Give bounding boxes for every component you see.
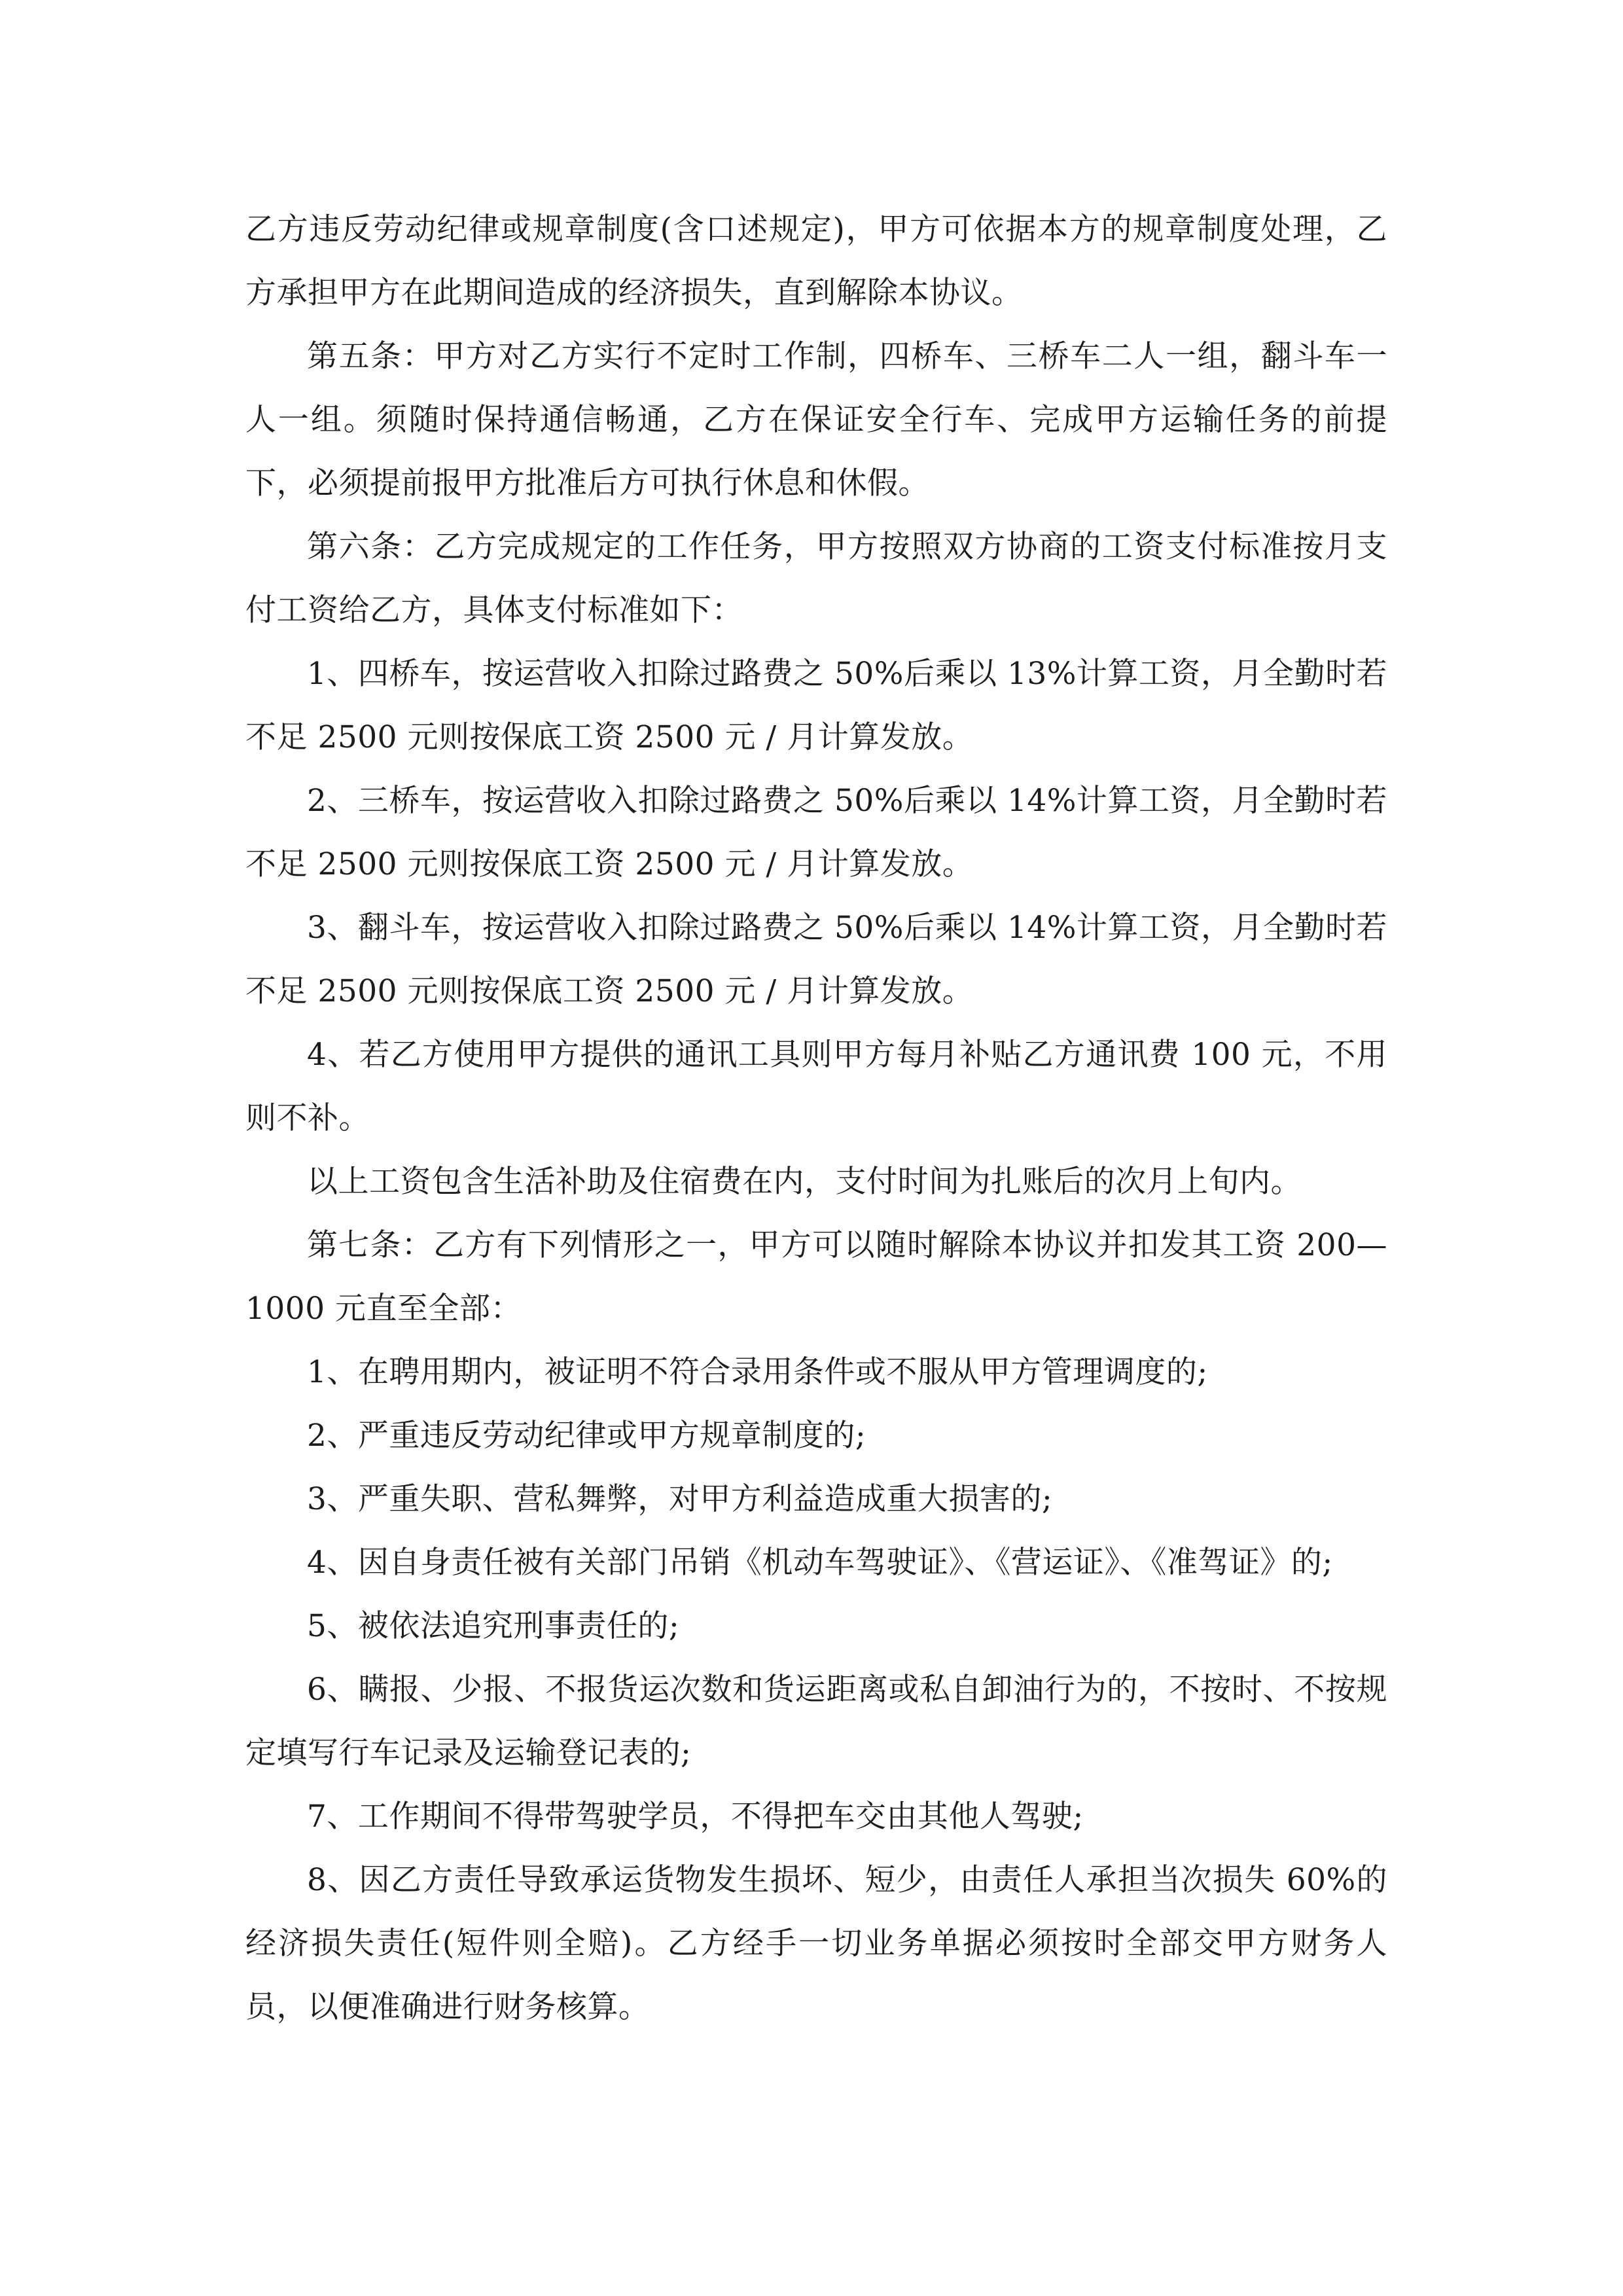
article-6-paragraph: 第六条：乙方完成规定的工作任务，甲方按照双方协商的工资支付标准按月支付工资给乙方，具体支付标准如下： xyxy=(245,529,1387,628)
article-7-item-1: 1、在聘用期内，被证明不符合录用条件或不服从甲方管理调度的; xyxy=(307,1354,1208,1390)
article-7-paragraph: 第七条：乙方有下列情形之一，甲方可以随时解除本协议并扣发其工资 200—1000 元直至全部： xyxy=(245,1227,1387,1327)
article-6-item-1: 1、四桥车，按运营收入扣除过路费之 50%后乘以 13%计算工资，月全勤时若不足 2500 元则按保底工资 2500 元 / 月计算发放。 xyxy=(245,656,1387,755)
article-6-item-2: 2、三桥车，按运营收入扣除过路费之 50%后乘以 14%计算工资，月全勤时若不足 2500 元则按保底工资 2500 元 / 月计算发放。 xyxy=(245,783,1387,882)
article-5-paragraph: 第五条：甲方对乙方实行不定时工作制，四桥车、三桥车二人一组，翻斗车一人一组。须随时保持通信畅通，乙方在保证安全行车、完成甲方运输任务的前提下，必须提前报甲方批准后方可执行休息和休假。 xyxy=(245,338,1387,501)
article-7-item-5: 5、被依法追究刑事责任的; xyxy=(307,1608,680,1644)
wage-note-paragraph: 以上工资包含生活补助及住宿费在内，支付时间为扎账后的次月上旬内。 xyxy=(307,1164,1302,1200)
article-7-item-3: 3、严重失职、营私舞弊，对甲方利益造成重大损害的; xyxy=(307,1481,1053,1517)
article-7-item-2: 2、严重违反劳动纪律或甲方规章制度的; xyxy=(307,1418,866,1454)
article-6-item-4: 4、若乙方使用甲方提供的通讯工具则甲方每月补贴乙方通讯费 100 元，不用则不补。 xyxy=(245,1037,1387,1136)
article-7-item-6: 6、瞒报、少报、不报货运次数和货运距离或私自卸油行为的，不按时、不按规定填写行车记录及运输登记表的; xyxy=(245,1672,1387,1771)
article-7-item-7: 7、工作期间不得带驾驶学员，不得把车交由其他人驾驶; xyxy=(307,1799,1084,1835)
article-7-item-4: 4、因自身责任被有关部门吊销《机动车驾驶证》、《营运证》、《准驾证》的; xyxy=(307,1545,1333,1581)
article-6-item-3: 3、翻斗车，按运营收入扣除过路费之 50%后乘以 14%计算工资，月全勤时若不足 2500 元则按保底工资 2500 元 / 月计算发放。 xyxy=(245,910,1387,1009)
article-7-item-8: 8、因乙方责任导致承运货物发生损坏、短少，由责任人承担当次损失 60%的经济损失责任(短件则全赔)。乙方经手一切业务单据必须按时全部交甲方财务人员，以便准确进行财务核算。 xyxy=(245,1862,1387,2025)
document-body xyxy=(245,198,1387,2039)
paragraph-continuation: 乙方违反劳动纪律或规章制度(含口述规定)，甲方可依据本方的规章制度处理，乙方承担甲方在此期间造成的经济损失，直到解除本协议。 xyxy=(245,211,1387,311)
